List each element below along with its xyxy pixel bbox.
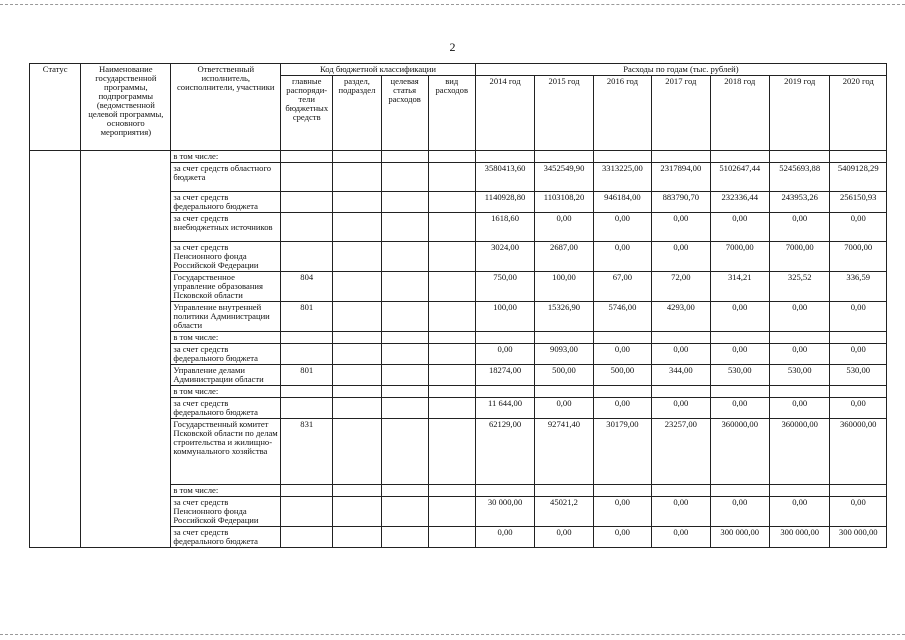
grbs-code-cell: 801 [281, 365, 333, 386]
amount-cell [830, 386, 887, 398]
top-scan-edge [0, 4, 905, 5]
grbs-code-cell [281, 398, 333, 419]
amount-cell: 3313225,00 [593, 163, 651, 192]
amount-cell: 500,00 [593, 365, 651, 386]
executor-cell: в том числе: [171, 332, 281, 344]
code-cell [333, 192, 381, 213]
amount-cell [652, 386, 710, 398]
code-cell [333, 419, 381, 485]
budget-table [29, 63, 887, 548]
header-code-col: целевая статья расходов [381, 76, 428, 151]
amount-cell [769, 386, 829, 398]
executor-cell: Управление внутренней политики Администрации области [171, 302, 281, 332]
code-cell [381, 497, 428, 527]
amount-cell: 0,00 [535, 527, 593, 548]
amount-cell: 0,00 [769, 344, 829, 365]
code-cell [381, 163, 428, 192]
header-year: 2019 год [769, 76, 829, 151]
code-cell [333, 386, 381, 398]
header-year: 2016 год [593, 76, 651, 151]
amount-cell [535, 151, 593, 163]
code-cell [333, 163, 381, 192]
header-executor: Ответственный исполнитель, соисполнители, участники [171, 64, 281, 151]
code-cell [381, 151, 428, 163]
executor-cell: за счет средств Пенсионного фонда Российской Федерации [171, 497, 281, 527]
amount-cell: 5409128,29 [830, 163, 887, 192]
grbs-code-cell [281, 386, 333, 398]
amount-cell: 7000,00 [769, 242, 829, 272]
code-cell [333, 485, 381, 497]
code-cell [381, 242, 428, 272]
grbs-code-cell [281, 485, 333, 497]
code-cell [333, 365, 381, 386]
code-cell [428, 151, 475, 163]
amount-cell: 30179,00 [593, 419, 651, 485]
code-cell [428, 419, 475, 485]
amount-cell [652, 485, 710, 497]
amount-cell [475, 485, 534, 497]
amount-cell: 0,00 [769, 213, 829, 242]
bottom-scan-edge [0, 634, 905, 635]
amount-cell: 0,00 [652, 497, 710, 527]
program-name-cell [81, 151, 171, 548]
code-cell [428, 242, 475, 272]
code-cell [381, 365, 428, 386]
header-code-col: вид расходов [428, 76, 475, 151]
amount-cell: 314,21 [710, 272, 769, 302]
executor-cell: за счет средств областного бюджета [171, 163, 281, 192]
amount-cell: 2317894,00 [652, 163, 710, 192]
grbs-code-cell: 831 [281, 419, 333, 485]
grbs-code-cell [281, 213, 333, 242]
executor-cell: Государственный комитет Псковской области по делам строительства и жилищно-коммунального хозяйства [171, 419, 281, 485]
code-cell [333, 242, 381, 272]
executor-cell: за счет средств федерального бюджета [171, 398, 281, 419]
code-cell [428, 192, 475, 213]
amount-cell: 0,00 [593, 398, 651, 419]
executor-cell: в том числе: [171, 151, 281, 163]
code-cell [333, 527, 381, 548]
grbs-code-cell [281, 497, 333, 527]
header-year: 2015 год [535, 76, 593, 151]
amount-cell [652, 151, 710, 163]
executor-cell: за счет средств федерального бюджета [171, 344, 281, 365]
amount-cell: 7000,00 [710, 242, 769, 272]
amount-cell: 23257,00 [652, 419, 710, 485]
header-program-name: Наименование государственной программы, подпрограммы (ведомственной целевой программы, основного мероприятия) [81, 64, 171, 151]
amount-cell: 336,59 [830, 272, 887, 302]
amount-cell: 0,00 [593, 344, 651, 365]
amount-cell [475, 332, 534, 344]
amount-cell [830, 332, 887, 344]
amount-cell: 0,00 [475, 527, 534, 548]
code-cell [381, 272, 428, 302]
executor-cell: за счет средств федерального бюджета [171, 192, 281, 213]
code-cell [333, 497, 381, 527]
amount-cell [769, 485, 829, 497]
grbs-code-cell [281, 151, 333, 163]
grbs-code-cell [281, 344, 333, 365]
amount-cell: 500,00 [535, 365, 593, 386]
code-cell [428, 485, 475, 497]
amount-cell: 0,00 [769, 302, 829, 332]
amount-cell [535, 386, 593, 398]
executor-cell: в том числе: [171, 386, 281, 398]
code-cell [381, 398, 428, 419]
amount-cell: 344,00 [652, 365, 710, 386]
amount-cell: 360000,00 [769, 419, 829, 485]
code-cell [428, 272, 475, 302]
code-cell [381, 485, 428, 497]
amount-cell: 300 000,00 [830, 527, 887, 548]
amount-cell: 100,00 [535, 272, 593, 302]
amount-cell: 256150,93 [830, 192, 887, 213]
code-cell [428, 497, 475, 527]
code-cell [428, 163, 475, 192]
amount-cell: 0,00 [593, 213, 651, 242]
header-code-col: раздел, подраздел [333, 76, 381, 151]
amount-cell [593, 332, 651, 344]
table-row [30, 151, 887, 163]
amount-cell: 300 000,00 [769, 527, 829, 548]
amount-cell [710, 386, 769, 398]
grbs-code-cell [281, 332, 333, 344]
amount-cell: 360000,00 [710, 419, 769, 485]
amount-cell [769, 332, 829, 344]
amount-cell [593, 386, 651, 398]
amount-cell: 30 000,00 [475, 497, 534, 527]
amount-cell: 4293,00 [652, 302, 710, 332]
amount-cell: 9093,00 [535, 344, 593, 365]
code-cell [381, 192, 428, 213]
code-cell [428, 386, 475, 398]
amount-cell: 0,00 [710, 213, 769, 242]
grbs-code-cell: 804 [281, 272, 333, 302]
amount-cell [710, 151, 769, 163]
amount-cell: 45021,2 [535, 497, 593, 527]
amount-cell: 0,00 [710, 302, 769, 332]
code-cell [428, 365, 475, 386]
amount-cell: 15326,90 [535, 302, 593, 332]
amount-cell: 5102647,44 [710, 163, 769, 192]
code-cell [333, 151, 381, 163]
code-cell [333, 344, 381, 365]
amount-cell: 325,52 [769, 272, 829, 302]
amount-cell [475, 386, 534, 398]
executor-cell: за счет средств федерального бюджета [171, 527, 281, 548]
amount-cell: 18274,00 [475, 365, 534, 386]
amount-cell: 0,00 [652, 213, 710, 242]
grbs-code-cell: 801 [281, 302, 333, 332]
amount-cell [710, 485, 769, 497]
status-cell [30, 151, 81, 548]
amount-cell: 0,00 [652, 398, 710, 419]
amount-cell: 0,00 [769, 398, 829, 419]
amount-cell [830, 151, 887, 163]
header-year: 2017 год [652, 76, 710, 151]
amount-cell: 3024,00 [475, 242, 534, 272]
amount-cell: 0,00 [769, 497, 829, 527]
code-cell [333, 398, 381, 419]
executor-cell: за счет средств внебюджетных источников [171, 213, 281, 242]
code-cell [333, 302, 381, 332]
code-cell [428, 213, 475, 242]
amount-cell: 0,00 [830, 344, 887, 365]
amount-cell: 0,00 [652, 344, 710, 365]
amount-cell [769, 151, 829, 163]
amount-cell: 72,00 [652, 272, 710, 302]
amount-cell: 0,00 [535, 398, 593, 419]
grbs-code-cell [281, 527, 333, 548]
header-year: 2020 год [830, 76, 887, 151]
amount-cell: 243953,26 [769, 192, 829, 213]
code-cell [428, 527, 475, 548]
amount-cell: 0,00 [593, 527, 651, 548]
amount-cell: 232336,44 [710, 192, 769, 213]
amount-cell [535, 332, 593, 344]
amount-cell: 0,00 [652, 527, 710, 548]
amount-cell [475, 151, 534, 163]
grbs-code-cell [281, 192, 333, 213]
amount-cell: 0,00 [652, 242, 710, 272]
amount-cell: 0,00 [830, 398, 887, 419]
amount-cell: 883790,70 [652, 192, 710, 213]
amount-cell: 3580413,60 [475, 163, 534, 192]
amount-cell [593, 485, 651, 497]
grbs-code-cell [281, 163, 333, 192]
amount-cell [535, 485, 593, 497]
amount-cell: 530,00 [710, 365, 769, 386]
code-cell [333, 213, 381, 242]
amount-cell [830, 485, 887, 497]
code-cell [428, 398, 475, 419]
amount-cell [593, 151, 651, 163]
code-cell [381, 332, 428, 344]
code-cell [381, 344, 428, 365]
code-cell [428, 332, 475, 344]
header-expenses: Расходы по годам (тыс. рублей) [475, 64, 886, 76]
amount-cell: 0,00 [830, 213, 887, 242]
code-cell [381, 386, 428, 398]
code-cell [428, 344, 475, 365]
amount-cell: 360000,00 [830, 419, 887, 485]
code-cell [381, 419, 428, 485]
header-year: 2018 год [710, 76, 769, 151]
amount-cell: 0,00 [830, 302, 887, 332]
code-cell [381, 302, 428, 332]
amount-cell: 92741,40 [535, 419, 593, 485]
amount-cell: 67,00 [593, 272, 651, 302]
amount-cell: 7000,00 [830, 242, 887, 272]
amount-cell: 11 644,00 [475, 398, 534, 419]
amount-cell: 530,00 [830, 365, 887, 386]
amount-cell: 530,00 [769, 365, 829, 386]
amount-cell: 2687,00 [535, 242, 593, 272]
code-cell [333, 332, 381, 344]
grbs-code-cell [281, 242, 333, 272]
amount-cell: 3452549,90 [535, 163, 593, 192]
amount-cell: 5746,00 [593, 302, 651, 332]
header-status: Статус [30, 64, 81, 151]
header-year: 2014 год [475, 76, 534, 151]
amount-cell [710, 332, 769, 344]
amount-cell: 5245693,88 [769, 163, 829, 192]
amount-cell: 100,00 [475, 302, 534, 332]
header-code-col: главные распоряди-тели бюджетных средств [281, 76, 333, 151]
code-cell [381, 527, 428, 548]
amount-cell: 0,00 [593, 497, 651, 527]
amount-cell: 0,00 [475, 344, 534, 365]
amount-cell: 1103108,20 [535, 192, 593, 213]
amount-cell: 0,00 [710, 497, 769, 527]
code-cell [381, 213, 428, 242]
amount-cell: 1618,60 [475, 213, 534, 242]
executor-cell: Государственное управление образования Псковской области [171, 272, 281, 302]
amount-cell: 0,00 [830, 497, 887, 527]
code-cell [333, 272, 381, 302]
amount-cell: 750,00 [475, 272, 534, 302]
executor-cell: Управление делами Администрации области [171, 365, 281, 386]
amount-cell [652, 332, 710, 344]
amount-cell: 0,00 [710, 344, 769, 365]
executor-cell: в том числе: [171, 485, 281, 497]
amount-cell: 0,00 [710, 398, 769, 419]
code-cell [428, 302, 475, 332]
page-number: 2 [449, 40, 456, 54]
amount-cell: 1140928,80 [475, 192, 534, 213]
executor-cell: за счет средств Пенсионного фонда Российской Федерации [171, 242, 281, 272]
amount-cell: 300 000,00 [710, 527, 769, 548]
amount-cell: 0,00 [593, 242, 651, 272]
amount-cell: 0,00 [535, 213, 593, 242]
amount-cell: 946184,00 [593, 192, 651, 213]
amount-cell: 62129,00 [475, 419, 534, 485]
header-budget-code: Код бюджетной классификации [281, 64, 476, 76]
